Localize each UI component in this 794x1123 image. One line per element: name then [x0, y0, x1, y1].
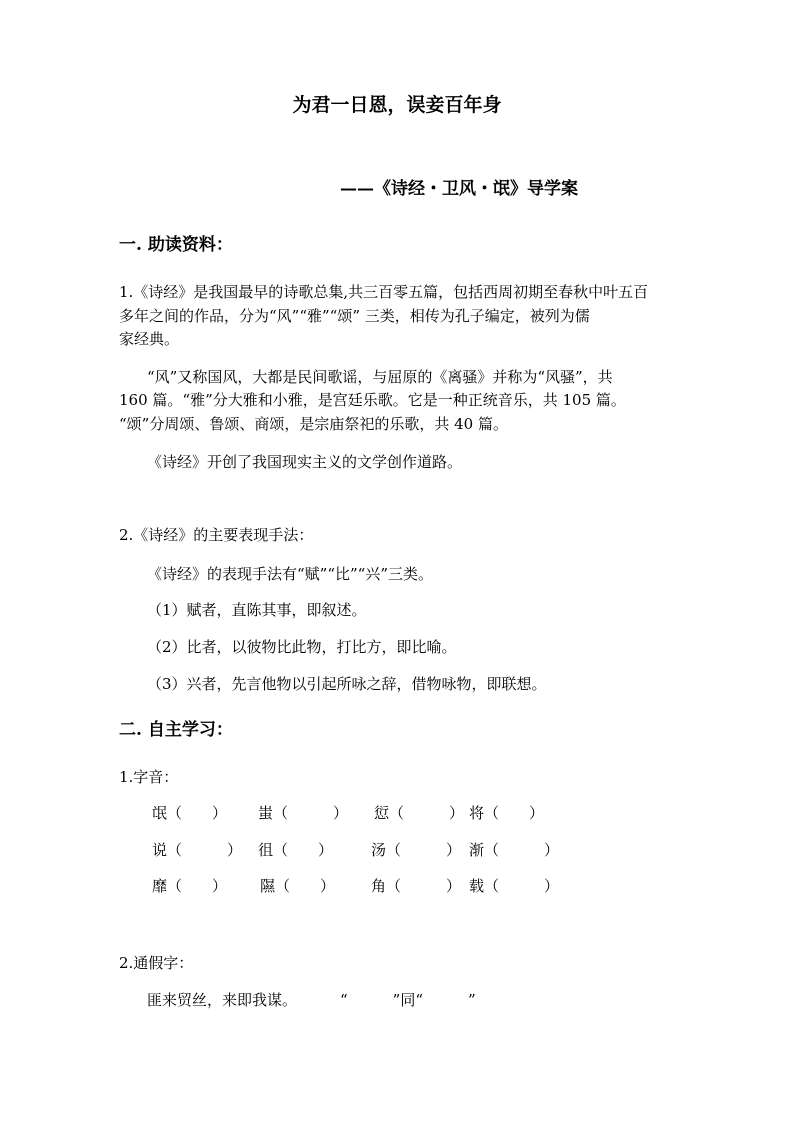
pronunciation-item: 愆（ ）: [374, 804, 465, 822]
tongjia-sentence: 匪来贸丝，来即我谋。: [147, 991, 298, 1009]
paragraph-line: 160 篇。“雅”分大雅和小雅，是宫廷乐歌。它是一种正统音乐，共 105 篇。: [119, 391, 626, 409]
page-subtitle: ——《诗经・卫风・氓》导学案: [340, 179, 578, 199]
pronunciation-item: 蚩（ ）: [258, 804, 349, 822]
pronunciation-label: 1.字音：: [119, 768, 179, 786]
list-item: （2）比者，以彼物比此物，打比方，即比喻。: [147, 638, 457, 656]
pronunciation-item: 载（ ）: [469, 877, 560, 895]
pronunciation-item: 汤（ ）: [371, 841, 462, 859]
section-heading-self-study: 二. 自主学习：: [119, 720, 233, 740]
paragraph-line: 多年之间的作品，分为“风”“雅”“颂” 三类，相传为孔子编定，被列为儒: [119, 307, 590, 325]
pronunciation-item: 角（ ）: [371, 877, 462, 895]
pronunciation-item: 靡（ ）: [152, 877, 228, 895]
pronunciation-item: 氓（ ）: [152, 804, 228, 822]
tongjia-blank: “ ”同“ ”: [340, 991, 476, 1009]
paragraph-line: 《诗经》的表现手法有“赋”“比”“兴”三类。: [147, 565, 434, 583]
section-heading-reading-materials: 一. 助读资料：: [119, 235, 233, 255]
pronunciation-item: 渐（ ）: [469, 841, 560, 859]
paragraph-line: 《诗经》开创了我国现实主义的文学创作道路。: [147, 453, 463, 471]
pronunciation-item: 徂（ ）: [258, 841, 334, 859]
pronunciation-item: 说（ ）: [152, 841, 243, 859]
pronunciation-item: 隰（ ）: [260, 877, 336, 895]
paragraph-line: 1.《诗经》是我国最早的诗歌总集,共三百零五篇，包括西周初期至春秋中叶五百: [119, 283, 649, 301]
paragraph-line: 2.《诗经》的主要表现手法：: [119, 526, 314, 544]
paragraph-line: 家经典。: [119, 330, 180, 348]
paragraph-line: “颂”分周颂、鲁颂、商颂，是宗庙祭祀的乐歌，共 40 篇。: [119, 415, 508, 433]
list-item: （3）兴者，先言他物以引起所咏之辞，借物咏物，即联想。: [147, 675, 547, 693]
paragraph-line: “风”又称国风，大都是民间歌谣，与屈原的《离骚》并称为“风骚”，共: [147, 368, 613, 386]
list-item: （1）赋者，直陈其事，即叙述。: [147, 601, 367, 619]
tongjia-label: 2.通假字：: [119, 954, 194, 972]
pronunciation-item: 将（ ）: [469, 804, 545, 822]
page-title: 为君一日恩，误妾百年身: [292, 94, 502, 116]
